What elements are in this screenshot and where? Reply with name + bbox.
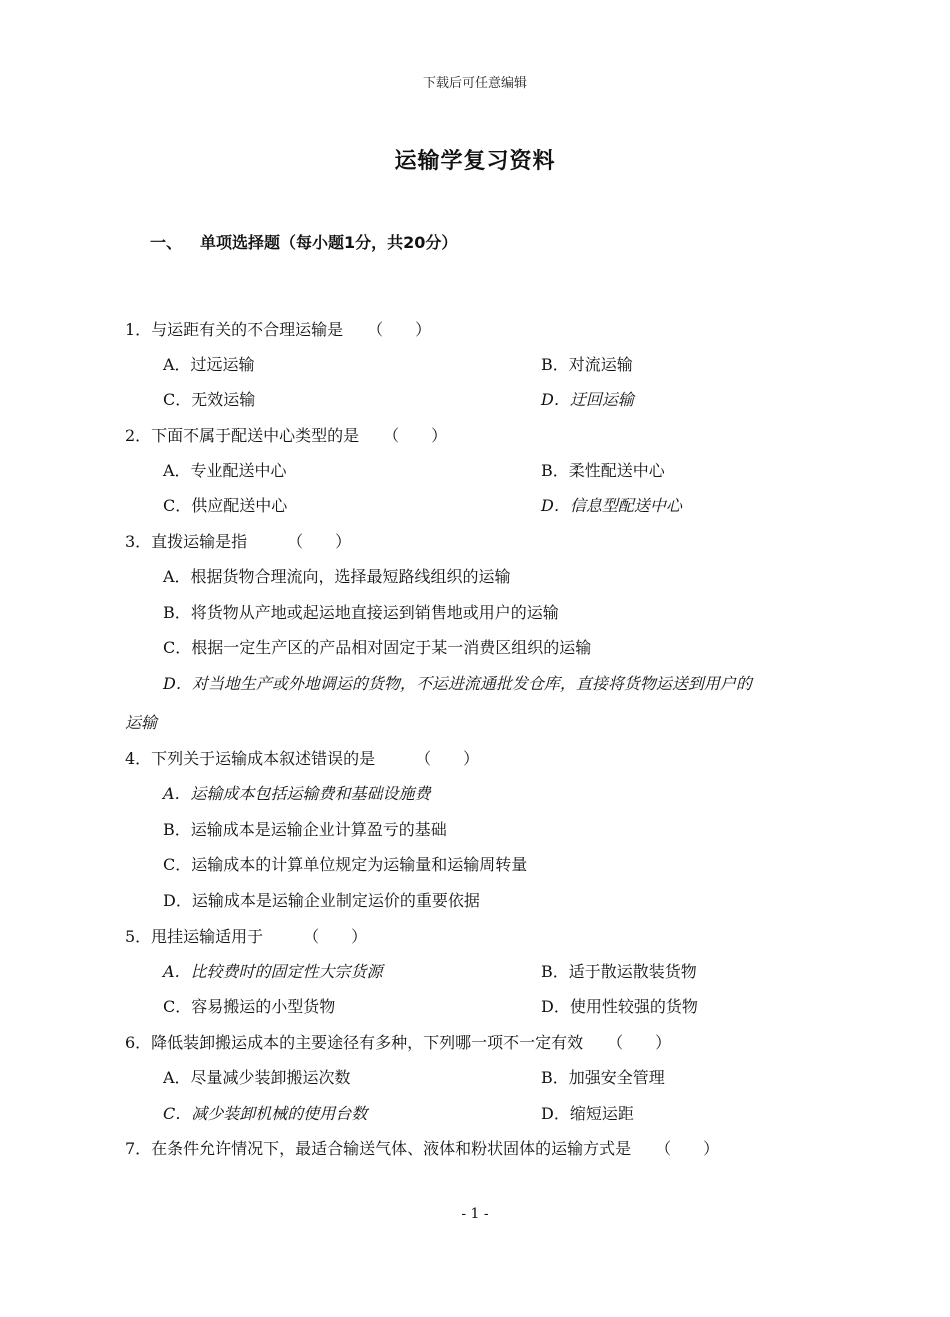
section-heading	[150, 230, 457, 253]
question-6-option-d: D．缩短运距	[541, 1104, 634, 1123]
question-4-option-a: A．运输成本包括运输费和基础设施费	[163, 784, 431, 803]
question-6-option-a: A．尽量减少装卸搬运次数	[163, 1068, 351, 1087]
page-number: - 1 -	[461, 1206, 489, 1222]
question-1-stem: 1．与运距有关的不合理运输是 （ ）	[125, 320, 432, 339]
question-4-option-c: C．运输成本的计算单位规定为运输量和运输周转量	[163, 855, 528, 874]
question-3-stem: 3．直拨运输是指 （ ）	[125, 532, 352, 551]
question-3-option-a: A．根据货物合理流向，选择最短路线组织的运输	[163, 567, 511, 586]
question-6-option-b: B．加强安全管理	[541, 1068, 665, 1087]
section-title: 单项选择题（每小题1分，共20分）	[200, 233, 458, 252]
question-4-option-b: B．运输成本是运输企业计算盈亏的基础	[163, 820, 447, 839]
question-3-option-d: D．对当地生产或外地调运的货物，不运进流通批发仓库，直接将货物运送到用户的	[163, 674, 752, 693]
question-7-stem: 7．在条件允许情况下，最适合输送气体、液体和粉状固体的运输方式是 （ ）	[125, 1139, 720, 1158]
question-2-option-a: A．专业配送中心	[163, 461, 287, 480]
question-1-option-b: B．对流运输	[541, 355, 633, 374]
section-number: 一、	[150, 233, 183, 252]
question-5-option-b: B．适于散运散装货物	[541, 962, 697, 981]
document-title: 运输学复习资料	[394, 149, 556, 174]
question-5-stem: 5．甩挂运输适用于 （ ）	[125, 927, 368, 946]
question-5-option-d: D．使用性较强的货物	[541, 997, 698, 1016]
question-5-option-c: C．容易搬运的小型货物	[163, 997, 336, 1016]
question-6-option-c: C．减少装卸机械的使用台数	[163, 1104, 368, 1123]
question-3-option-b: B．将货物从产地或起运地直接运到销售地或用户的运输	[163, 603, 559, 622]
question-2-option-b: B．柔性配送中心	[541, 461, 665, 480]
question-1-option-a: A．过远运输	[163, 355, 255, 374]
question-4-stem: 4．下列关于运输成本叙述错误的是 （ ）	[125, 749, 480, 768]
question-6-stem: 6．降低装卸搬运成本的主要途径有多种，下列哪一项不一定有效 （ ）	[125, 1033, 672, 1052]
question-2-option-c: C．供应配送中心	[163, 496, 288, 515]
question-1-option-d: D．迂回运输	[541, 390, 634, 409]
question-2-stem: 2．下面不属于配送中心类型的是 （ ）	[125, 426, 448, 445]
question-1-option-c: C．无效运输	[163, 390, 256, 409]
question-3-option-c: C．根据一定生产区的产品相对固定于某一消费区组织的运输	[163, 638, 592, 657]
page-header: 下载后可任意编辑	[422, 76, 527, 91]
question-3-option-d-continued: 运输	[125, 713, 158, 732]
question-2-option-d: D．信息型配送中心	[541, 496, 682, 515]
question-4-option-d: D．运输成本是运输企业制定运价的重要依据	[163, 891, 480, 910]
question-5-option-a: A．比较费时的固定性大宗货源	[163, 962, 383, 981]
